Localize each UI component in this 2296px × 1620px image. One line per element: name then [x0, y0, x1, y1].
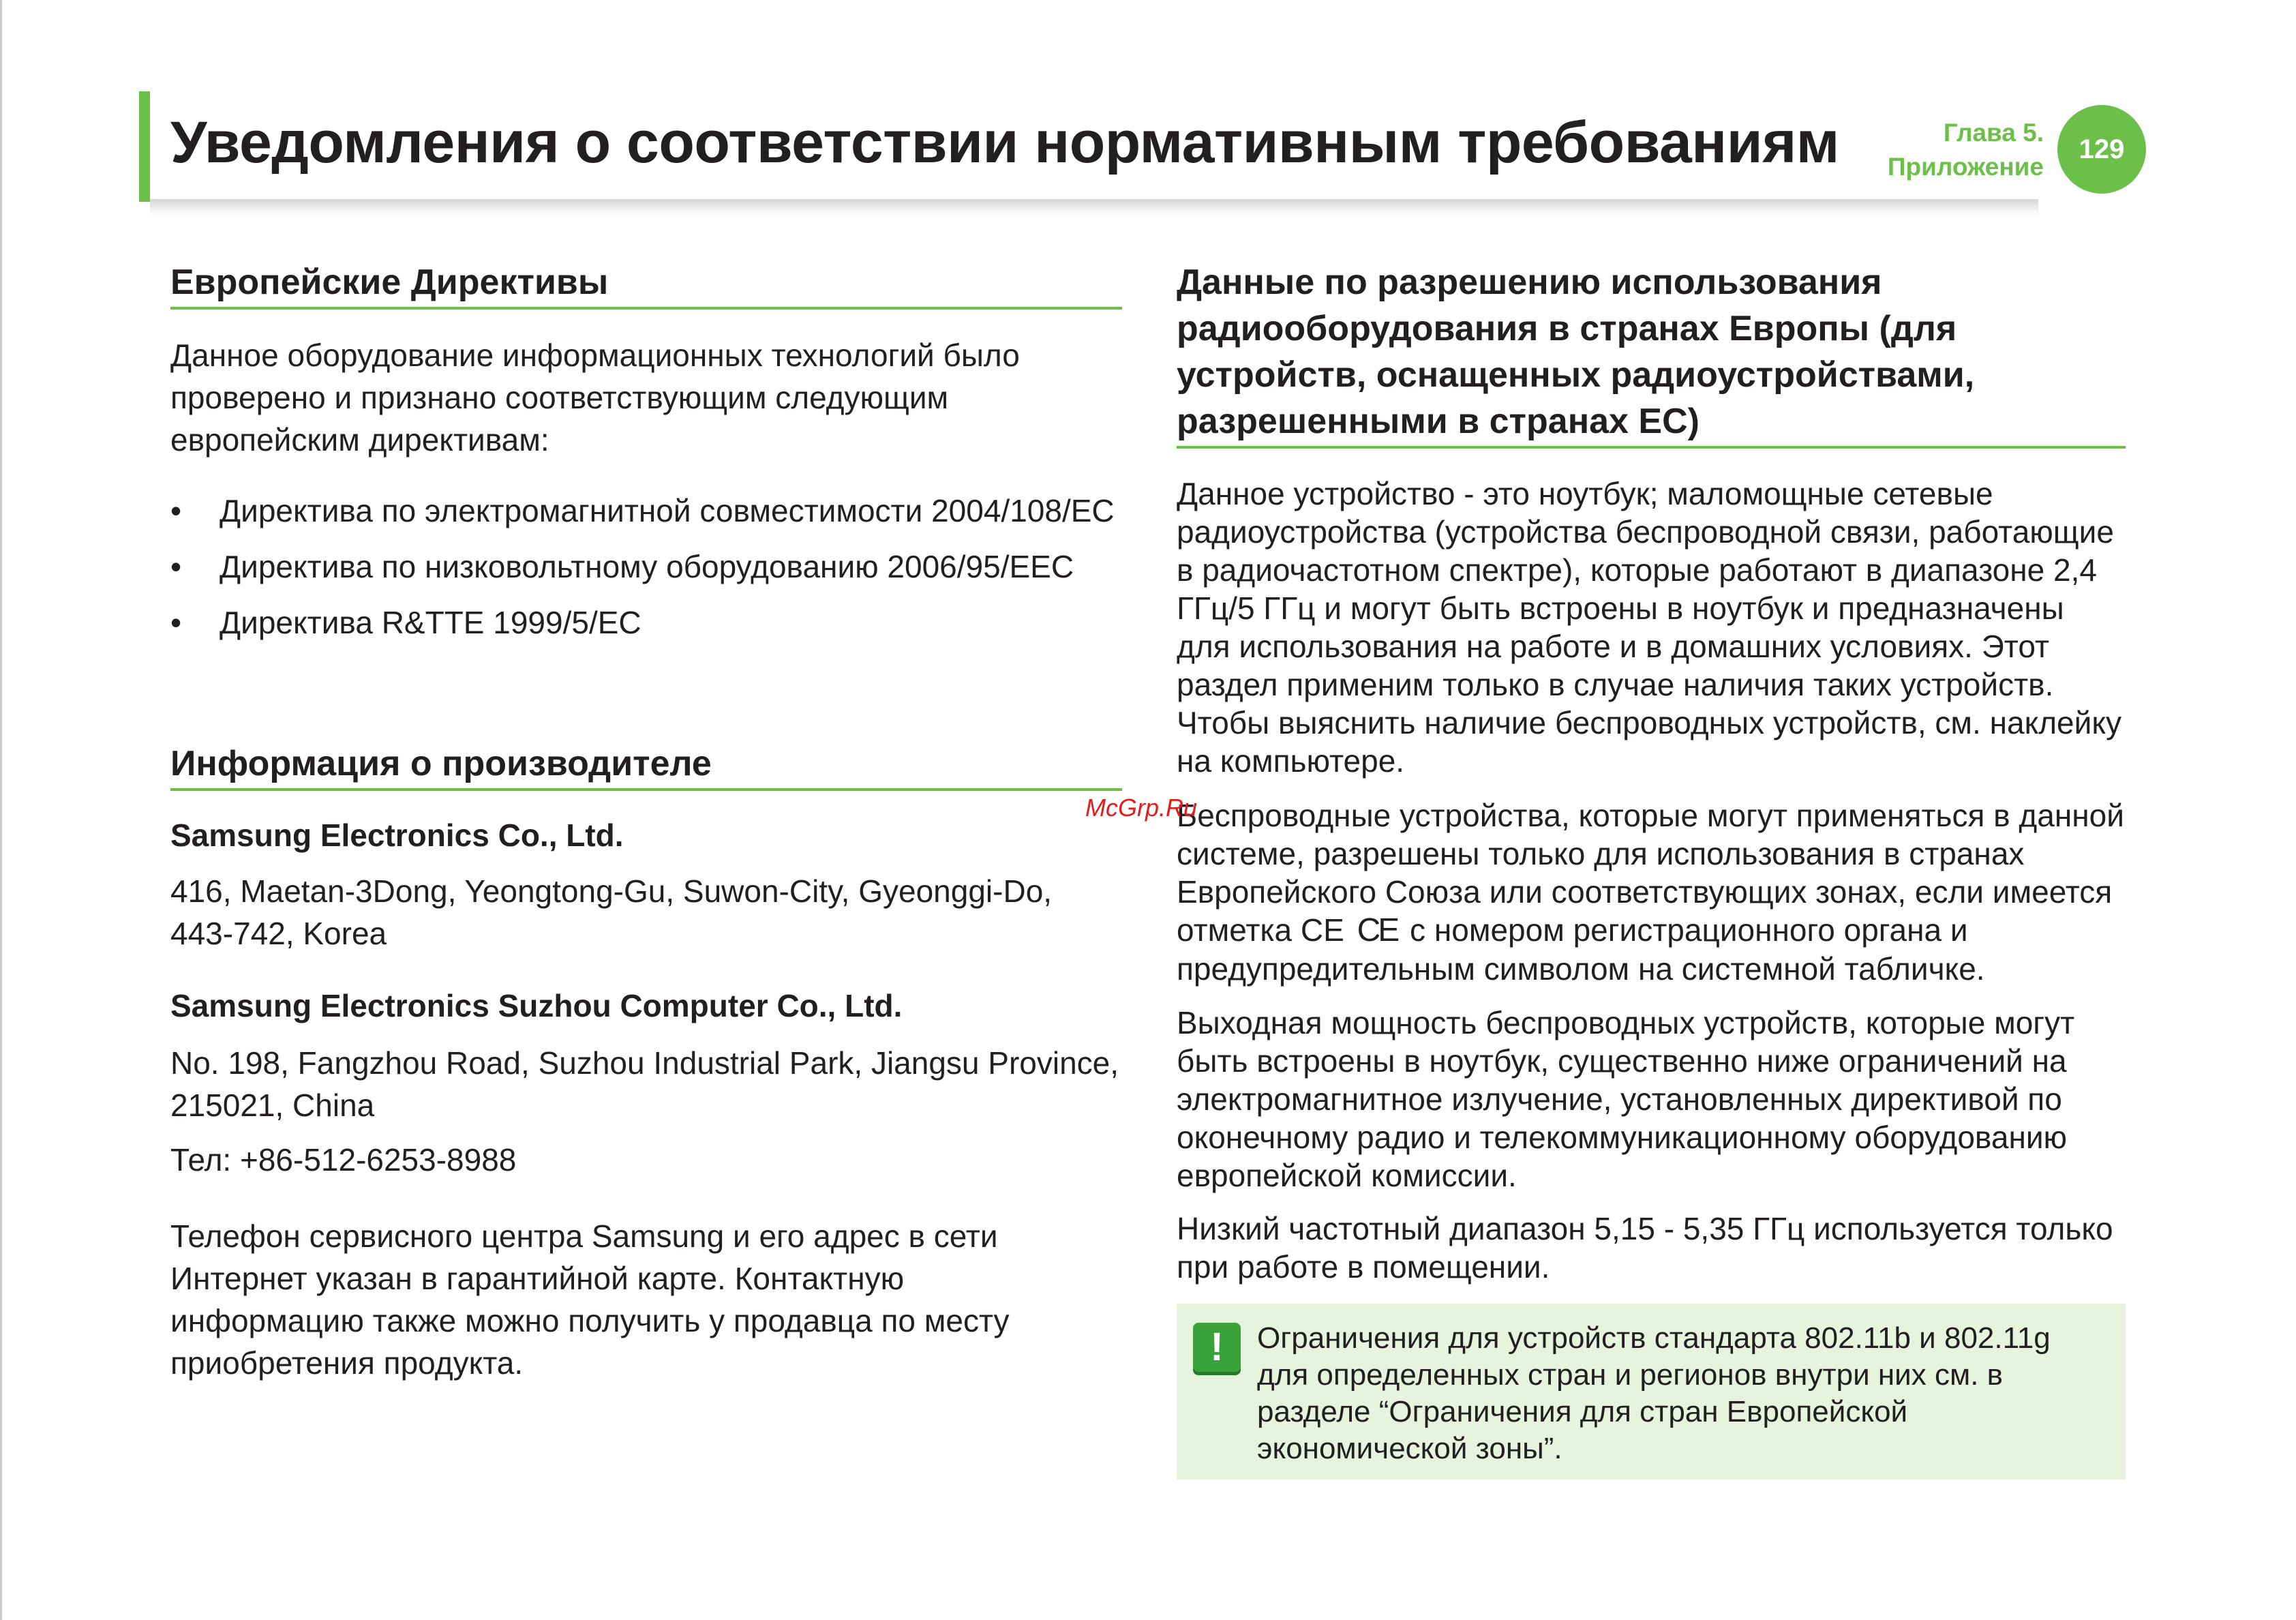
title-accent-bar [139, 91, 150, 202]
directive-text: Директива R&TTE 1999/5/EC [220, 605, 641, 640]
company-2-name: Samsung Electronics Suzhou Computer Co., Ltd. [170, 988, 903, 1023]
section-heading-eu-directives: Европейские Директивы [170, 259, 1122, 310]
output-power-paragraph: Выходная мощность беспроводных устройств, которые могут быть встроены в ноутбук, существенно ниже ограничений на электромагнитное излучение, установленных директивой по оконечному радио и телекоммуникационному оборудованию европейской комиссии. [1177, 1005, 2075, 1193]
warning-icon: ! [1193, 1323, 1241, 1372]
section-heading-manufacturer: Информация о производителе [170, 740, 1122, 791]
company-2-address: No. 198, Fangzhou Road, Suzhou Industrial Park, Jiangsu Province, 215021, China [170, 1045, 1119, 1123]
list-item [170, 490, 1125, 532]
company-1-name: Samsung Electronics Co., Ltd. [170, 817, 624, 853]
frequency-band-paragraph: Низкий частотный диапазон 5,15 - 5,35 ГГц используется только при работе в помещении. [1177, 1211, 2113, 1285]
page-number-badge: 129 [2057, 105, 2146, 194]
chapter-name: Приложение [1887, 153, 2044, 181]
service-center-paragraph: Телефон сервисного центра Samsung и его адрес в сети Интернет указан в гарантийной карте. Контактную информацию также можно получить у продавца по месту приобретения продукта. [170, 1218, 1010, 1381]
phone-number: Тел: +86-512-6253-8988 [170, 1142, 517, 1178]
watermark-text: McGrp.Ru [1085, 794, 1198, 822]
section-heading-radio-approval: Данные по разрешению использования радиооборудования в странах Европы (для устройств, оснащенных радиоустройствами, разрешенными в странах EC) [1177, 259, 2126, 449]
radio-devices-paragraph: Данное устройство - это ноутбук; маломощные сетевые радиоустройства (устройства беспроводной связи, работающие в радиочастотном спектре), которые работают в диапазоне 2,4 ГГц/5 ГГц и могут быть встроены в ноутбук и предназначены для использования на работе и в домашних условиях. Этот раздел применим только в случае наличия таких устройств. Чтобы выяснить наличие беспроводных устройств, см. наклейку на компьютере. [1177, 476, 2121, 779]
list-item [170, 545, 1125, 588]
page-edge-rule [0, 0, 2, 1620]
chapter-label [1819, 116, 2044, 184]
directives-list [170, 490, 1125, 657]
chapter-number: Глава 5. [1943, 119, 2044, 147]
company-1-address: 416, Maetan-3Dong, Yeongtong-Gu, Suwon-City, Gyeonggi-Do, 443-742, Korea [170, 873, 1053, 951]
list-item [170, 601, 1125, 644]
eu-approval-text-start: Беспроводные устройства, которые могут применяться в данной системе, разрешены только для использования в странах Европейского Союза или соответствующих зонах, если имеется отметка CE [1177, 798, 2124, 948]
bullet-icon: • [170, 549, 182, 584]
note-text: Ограничения для устройств стандарта 802.11b и 802.11g для определенных стран и регионов внутри них см. в разделе “Ограничения для стран Европейской экономической зоны”. [1257, 1321, 2051, 1465]
bullet-icon: • [170, 493, 182, 528]
eu-intro-paragraph: Данное оборудование информационных технологий было проверено и признано соответствующим следующим европейским директивам: [170, 338, 1020, 457]
ce-mark-icon: CE [1357, 912, 1398, 948]
page-title: Уведомления о соответствии нормативным требованиям [170, 110, 1839, 175]
eu-approval-text-end: с номером регистрационного органа и предупредительным символом на системной табличке. [1177, 912, 1985, 987]
title-underline-shadow [150, 199, 2038, 215]
eu-approval-paragraph [1177, 796, 2126, 988]
bullet-icon: • [170, 605, 182, 640]
directive-text: Директива по низковольтному оборудованию 2006/95/EEC [220, 549, 1074, 584]
directive-text: Директива по электромагнитной совместимости 2004/108/EC [220, 493, 1115, 528]
